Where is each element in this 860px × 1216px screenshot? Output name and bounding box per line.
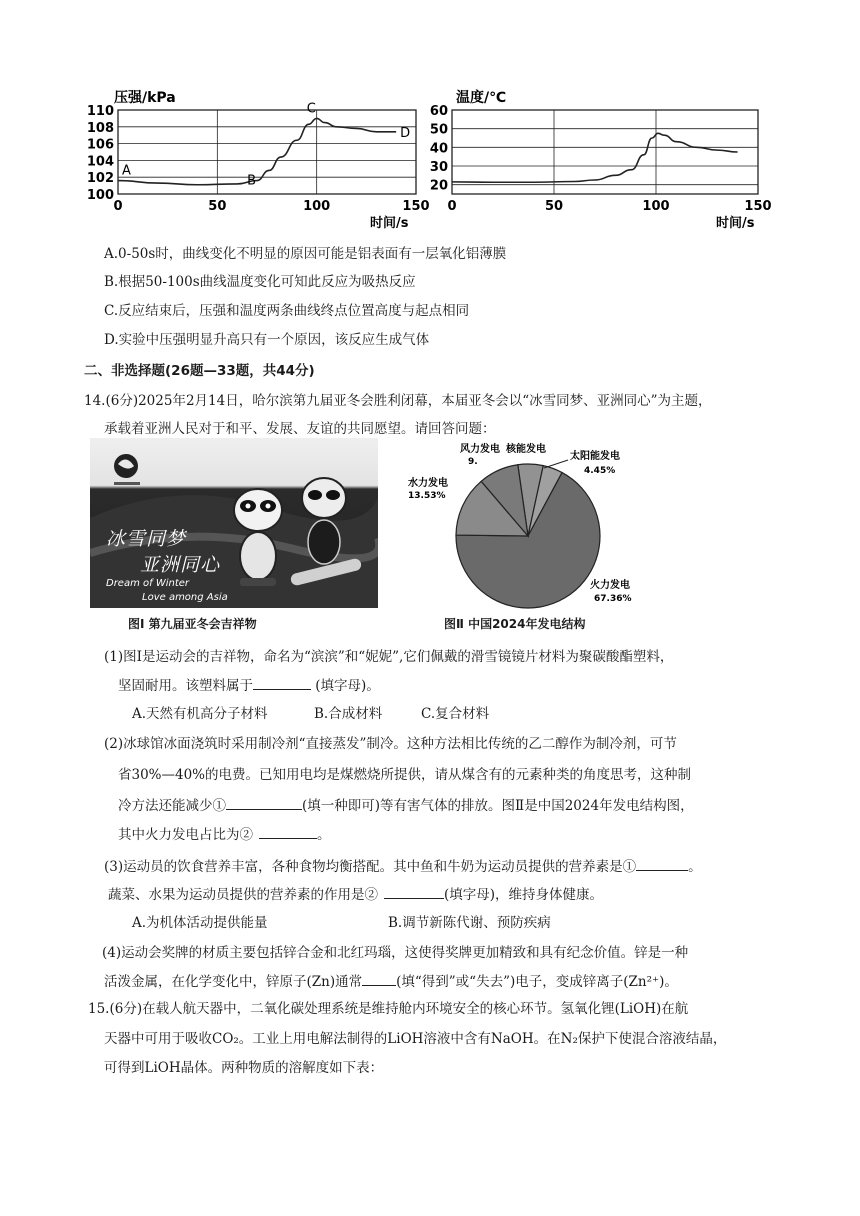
q14-part3-line2 (108, 884, 603, 905)
q14-part2-text-d: 。 (317, 827, 331, 843)
ytick-label: 30 (429, 160, 448, 175)
xtick-label: 150 (744, 199, 772, 214)
xtick-label: 0 (447, 199, 457, 214)
q14-part3-answer-blank1[interactable] (636, 856, 688, 871)
pressure-ylabel: 压强/kPa (114, 90, 176, 106)
q14-part1-line2 (118, 675, 380, 696)
mascot-photo (90, 438, 378, 608)
q14-part1-option-c: C.复合材料 (421, 706, 490, 722)
xtick-label: 50 (544, 199, 564, 214)
q14-part3-answer-blank2[interactable] (384, 884, 444, 899)
q14-stem-line1: 14.(6分)2025年2月14日，哈尔滨第九届亚冬会胜利闭幕，本届亚冬会以“冰雪同梦、亚洲同心”为主题， (84, 393, 712, 409)
q14-part1-text-b: (填字母)。 (311, 678, 380, 694)
q14-part1-option-b: B.合成材料 (314, 706, 383, 722)
q14-part2-line4 (118, 824, 331, 845)
power-pie-chart (400, 440, 660, 610)
figure1-caption: 图Ⅰ 第九届亚冬会吉祥物 (128, 617, 257, 631)
xtick-label: 100 (303, 199, 331, 214)
slogan-line2: 亚洲同心 (140, 554, 221, 576)
q14-part4-text-a: 活泼金属，在化学变化中，锌原子(Zn)通常 (104, 974, 363, 990)
point-label-c: C (306, 101, 316, 117)
xtick-label: 150 (402, 199, 430, 214)
games-logo (114, 454, 140, 485)
temperature-xtick-labels (447, 199, 771, 214)
xtick-label: 100 (642, 199, 670, 214)
pressure-xtick-labels (113, 199, 429, 214)
q14-part2-line2: 省30%—40%的电费。已知用电均是煤燃烧所提供，请从煤含有的元素种类的角度思考，这种制 (118, 767, 692, 783)
ytick-label: 108 (86, 120, 114, 136)
point-label-a: A (121, 163, 131, 179)
q14-part2-text-b: (填一种即可)等有害气体的排放。图Ⅱ是中国2024年发电结构图， (302, 798, 694, 814)
q14-part3-text-c: 蔬菜、水果为运动员提供的营养素的作用是② (108, 887, 378, 903)
temperature-curve (452, 133, 738, 182)
q15-stem-line1: 15.(6分)在载人航天器中，二氧化碳处理系统是维持舱内环境安全的核心环节。氢氧化锂(LiOH)在航 (88, 1001, 689, 1017)
pie-leader-solar (544, 460, 568, 468)
q14-part2-answer-blank2[interactable] (259, 824, 317, 839)
q14-part3-line1 (104, 856, 702, 877)
q14-part4-answer-blank[interactable] (362, 971, 396, 986)
q14-part2-line3 (118, 795, 694, 816)
q14-part1-line1: (1)图I是运动会的吉祥物，命名为“滨滨”和“妮妮”,它们佩戴的滑雪镜镜片材料为聚碳酸酯塑料， (104, 649, 674, 665)
q14-part4-line2 (104, 971, 678, 992)
q14-part3-option-a: A.为机体活动提供能量 (132, 915, 268, 931)
pressure-chart (84, 84, 444, 234)
q13-option-b: B.根据50-100s曲线温度变化可知此反应为吸热反应 (104, 274, 416, 290)
ytick-label: 20 (429, 178, 448, 194)
xtick-label: 0 (113, 199, 123, 214)
q14-part2-answer-blank1[interactable] (226, 795, 302, 810)
pie-label-nuclear: 核能发电 (506, 444, 546, 455)
pie-label-solar: 太阳能发电 (570, 451, 620, 462)
pressure-plot-frame (118, 110, 416, 194)
pie-label-wind: 风力发电 (460, 444, 500, 455)
pressure-xlabel: 时间/s (370, 216, 409, 231)
q15-stem-line2: 天器中可用于吸收CO₂。工业上用电解法制得的LiOH溶液中含有NaOH。在N₂保护下使混合溶液结晶， (104, 1031, 727, 1047)
pie-label-hydro-pct: 13.53% (408, 491, 446, 501)
q14-part3-text-a: (3)运动员的饮食营养丰富，各种食物均衡搭配。其中鱼和牛奶为运动员提供的营养素是① (104, 859, 637, 875)
q15-stem-line3: 可得到LiOH晶体。两种物质的溶解度如下表： (104, 1060, 384, 1076)
pie-label-solar-pct: 4.45% (584, 466, 616, 476)
q14-part3-option-b: B.调节新陈代谢、预防疾病 (388, 915, 551, 931)
pressure-gridlines (118, 110, 416, 194)
slogan-en-line2: Love among Asia (142, 592, 228, 603)
ytick-label: 100 (86, 188, 114, 203)
ytick-label: 40 (429, 141, 448, 157)
pressure-ytick-labels (87, 104, 114, 203)
temperature-ylabel: 温度/℃ (456, 90, 507, 106)
temperature-xlabel: 时间/s (716, 216, 755, 231)
xtick-label: 50 (208, 199, 227, 214)
slogan-line1: 冰雪同梦 (106, 528, 187, 550)
q14-part3-text-d: (填字母)，维持身体健康。 (444, 887, 604, 903)
ytick-label: 60 (429, 104, 448, 119)
pie-label-thermal-pct: 67.36% (594, 594, 632, 604)
q14-part3-text-b: 。 (688, 859, 702, 875)
temperature-gridlines (452, 110, 758, 194)
point-label-d: D (400, 125, 411, 141)
ytick-label: 104 (86, 154, 114, 170)
slogan-en-line1: Dream of Winter (106, 578, 190, 589)
pie-label-hydro: 水力发电 (408, 478, 448, 489)
temperature-plot-frame (452, 110, 758, 194)
figure2-caption: 图Ⅱ 中国2024年发电结构 (444, 617, 586, 631)
pressure-curve (118, 118, 396, 184)
ytick-label: 106 (86, 137, 114, 153)
q13-option-d: D.实验中压强明显升高只有一个原因，该反应生成气体 (104, 332, 430, 348)
q14-part2-line1: (2)冰球馆冰面浇筑时采用制冷剂“直接蒸发”制冷。这种方法相比传统的乙二醇作为制冷剂，可节 (104, 736, 677, 752)
point-label-b: B (247, 173, 256, 189)
q14-part1-answer-blank[interactable] (253, 675, 311, 690)
q14-part1-text-a: 坚固耐用。该塑料属于 (118, 678, 253, 694)
ytick-label: 50 (429, 122, 448, 138)
q14-part4-text-b: (填“得到”或“失去”)电子，变成锌离子(Zn²⁺)。 (396, 974, 678, 990)
q14-part4-line1: (4)运动会奖牌的材质主要包括锌合金和北红玛瑙，这使得奖牌更加精致和具有纪念价值。锌是一种 (102, 945, 689, 961)
ytick-label: 110 (86, 104, 114, 119)
pie-label-thermal: 火力发电 (590, 580, 630, 591)
ytick-label: 102 (86, 171, 114, 187)
q13-option-c: C.反应结束后，压强和温度两条曲线终点位置高度与起点相同 (104, 303, 470, 319)
pressure-point-labels (122, 101, 410, 188)
q14-stem-line2: 承载着亚洲人民对于和平、发展、友谊的共同愿望。请回答问题： (104, 421, 496, 437)
temperature-ytick-labels (430, 104, 448, 194)
pie-label-wind-pct: 9. (468, 457, 478, 467)
q14-part2-text-a: 冷方法还能减少① (118, 798, 226, 814)
q14-part2-text-c: 其中火力发电占比为② (118, 827, 253, 843)
temperature-chart (420, 84, 780, 234)
q14-part1-option-a: A.天然有机高分子材料 (132, 706, 268, 722)
section-title: 二、非选择题(26题—33题，共44分) (84, 363, 315, 379)
q13-option-a: A.0-50s时，曲线变化不明显的原因可能是铝表面有一层氧化铝薄膜 (104, 246, 507, 262)
